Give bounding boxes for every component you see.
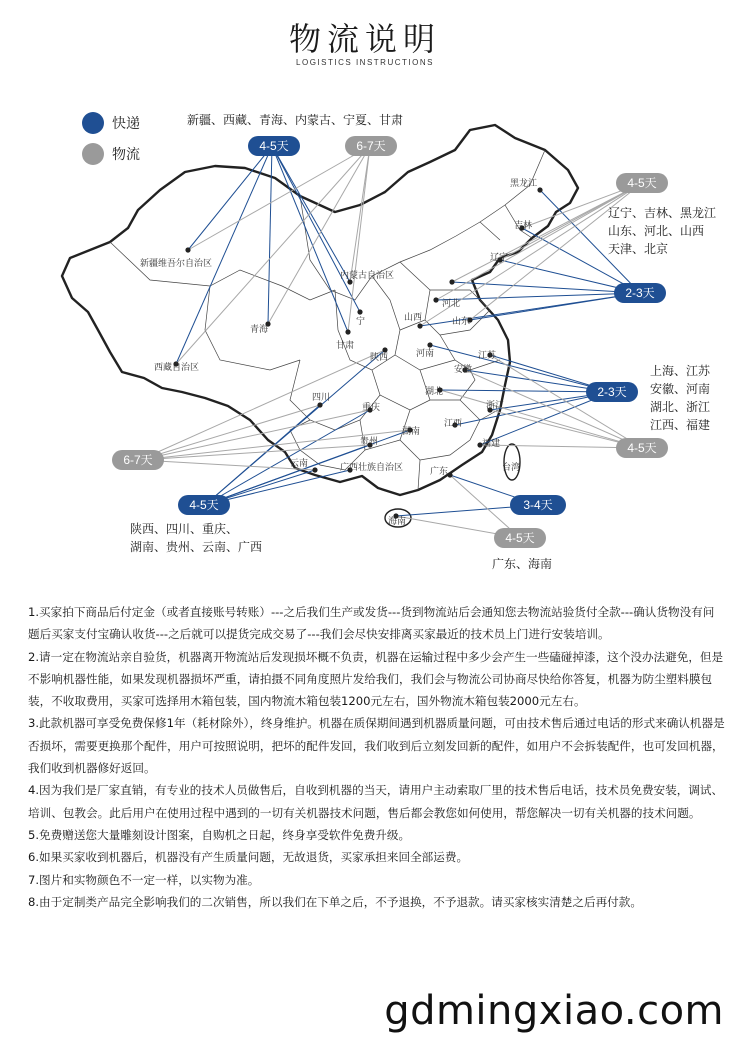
label-taiwan: 台湾 — [502, 463, 521, 473]
label-shaanxi: 陕西 — [370, 353, 389, 363]
east-regions-3: 湖北、浙江 — [650, 400, 711, 414]
pill-south-freight: 4-5天 — [494, 528, 546, 548]
label-gansu: 甘肃 — [336, 341, 355, 351]
label-jiangsu: 江苏 — [478, 351, 497, 361]
label-jiangxi: 江西 — [444, 419, 463, 429]
note-item: 8.由于定制类产品完全影响我们的二次销售，所以我们在下单之后，不予退换，不予退款。请买家核实清楚之后再付款。 — [28, 894, 642, 909]
east-regions-1: 上海、江苏 — [650, 364, 711, 378]
pill-ne-freight: 4-5天 — [616, 173, 668, 193]
label-xinjiang: 新疆维吾尔自治区 — [140, 259, 213, 269]
pill-west-express: 4-5天 — [178, 495, 230, 515]
north-regions-1: 辽宁、吉林、黑龙江 — [608, 206, 717, 220]
label-hubei: 湖北 — [425, 387, 444, 397]
label-yunnan: 云南 — [290, 459, 309, 469]
label-guangdong: 广东 — [430, 467, 449, 477]
note-item: 6.如果买家收到机器后，机器没有产生质量问题，无故退货，买家承担来回全部运费。 — [28, 850, 469, 865]
east-regions-4: 江西、福建 — [650, 418, 711, 432]
label-heilongjiang: 黑龙江 — [510, 179, 538, 189]
label-chongqing: 重庆 — [362, 403, 381, 413]
label-shanxi: 山西 — [404, 313, 423, 323]
note-item: 1.买家拍下商品后付定金（或者直接账号转账）---之后我们生产或发货---货到物流站后会通知您去物流站验货付全款---确认货物没有问 题后买家支付宝确认收货---之后就可以提货完成交易了---我们会尽快安排离买家最近的技术员上门进行安装培训。 — [28, 605, 715, 642]
label-jilin: 吉林 — [514, 221, 533, 231]
label-guangxi: 广西壮族自治区 — [340, 463, 404, 473]
south-regions: 广东、海南 — [492, 557, 553, 571]
west-regions-1: 陕西、四川、重庆、 — [130, 522, 239, 536]
label-neimenggu: 内蒙古自治区 — [340, 271, 395, 281]
west-regions-2: 湖南、贵州、云南、广西 — [130, 540, 263, 554]
page-subtitle: LOGISTICS INSTRUCTIONS — [296, 58, 434, 67]
label-hainan: 海南 — [388, 517, 407, 527]
pill-top-freight: 6-7天 — [345, 136, 397, 156]
label-hebei: 河北 — [442, 299, 461, 309]
label-fujian: 福建 — [482, 439, 501, 449]
label-liaoning: 辽宁 — [490, 253, 509, 263]
label-guizhou: 贵州 — [360, 437, 379, 447]
north-regions-3: 天津、北京 — [608, 242, 669, 256]
east-regions-2: 安徽、河南 — [650, 382, 711, 396]
pill-south-express: 3-4天 — [510, 495, 566, 515]
label-hunan: 湖南 — [402, 427, 421, 437]
label-zhejiang: 浙江 — [486, 401, 505, 411]
label-sichuan: 四川 — [312, 393, 331, 403]
pill-east-freight: 4-5天 — [616, 438, 668, 458]
note-item: 7.图片和实物颜色不一定一样，以实物为准。 — [28, 872, 260, 887]
legend-express-label: 快递 — [112, 116, 140, 132]
top-regions: 新疆、西藏、青海、内蒙古、宁夏、甘肃 — [187, 113, 404, 127]
pill-east-express: 2-3天 — [586, 382, 638, 402]
label-xizang: 西藏自治区 — [154, 363, 200, 373]
label-henan: 河南 — [416, 349, 435, 359]
pill-ne-express: 2-3天 — [614, 283, 666, 303]
page-title: 物流说明 — [288, 20, 441, 58]
pill-west-freight: 6-7天 — [112, 450, 164, 470]
north-regions-2: 山东、河北、山西 — [608, 224, 705, 238]
pill-top-express: 4-5天 — [248, 136, 300, 156]
notes-list — [28, 601, 728, 913]
taiwan-shape — [504, 444, 520, 480]
label-shandong: 山东 — [452, 317, 471, 327]
label-ningxia: 宁 — [356, 317, 366, 327]
note-item: 5.免费赠送您大量雕刻设计图案，自购机之日起，终身享受软件免费升级。 — [28, 827, 411, 842]
watermark: gdmingxiao.com — [384, 988, 724, 1034]
legend-freight-label: 物流 — [112, 147, 140, 163]
note-item: 4.因为我们是厂家直销，有专业的技术人员做售后，自收到机器的当天，请用户主动索取厂里的技术售后电话，技术员免费安装，调试、培训、包教会。此后用户在使用过程中遇到的一切有关机器技术问题，售后都会教您如何使用，帮您解决一切有关机器的技术问题。 — [28, 783, 724, 820]
note-item: 3.此款机器可享受免费保修1年（耗材除外），终身维护。机器在质保期间遇到机器质量问题，可由技术售后通过电话的形式来确认机器是否损坏，需要更换那个配件，用户可按照说明，把坏的配件发回，我们收到后立刻发回新的配件，如用户不会拆装配件，也可发回机器，我们收到机器修好返回。 — [28, 716, 725, 776]
note-item: 2.请一定在物流站亲自验货，机器离开物流站后发现损坏概不负责，机器在运输过程中多少会产生一些磕碰掉漆，这个没办法避免，但是不影响机器性能，如果发现机器损坏严重，请拍摄不同角度照片发给我们，我们会与物流公司协商尽快给你答复，机器为防尘塑料膜包装，不收取费用，买家可选择用木箱包装，国内物流木箱包装1200元左右，国外物流木箱包装2000元左右。 — [28, 649, 724, 709]
label-qinghai: 青海 — [250, 325, 269, 335]
label-anhui: 安徽 — [454, 365, 473, 375]
